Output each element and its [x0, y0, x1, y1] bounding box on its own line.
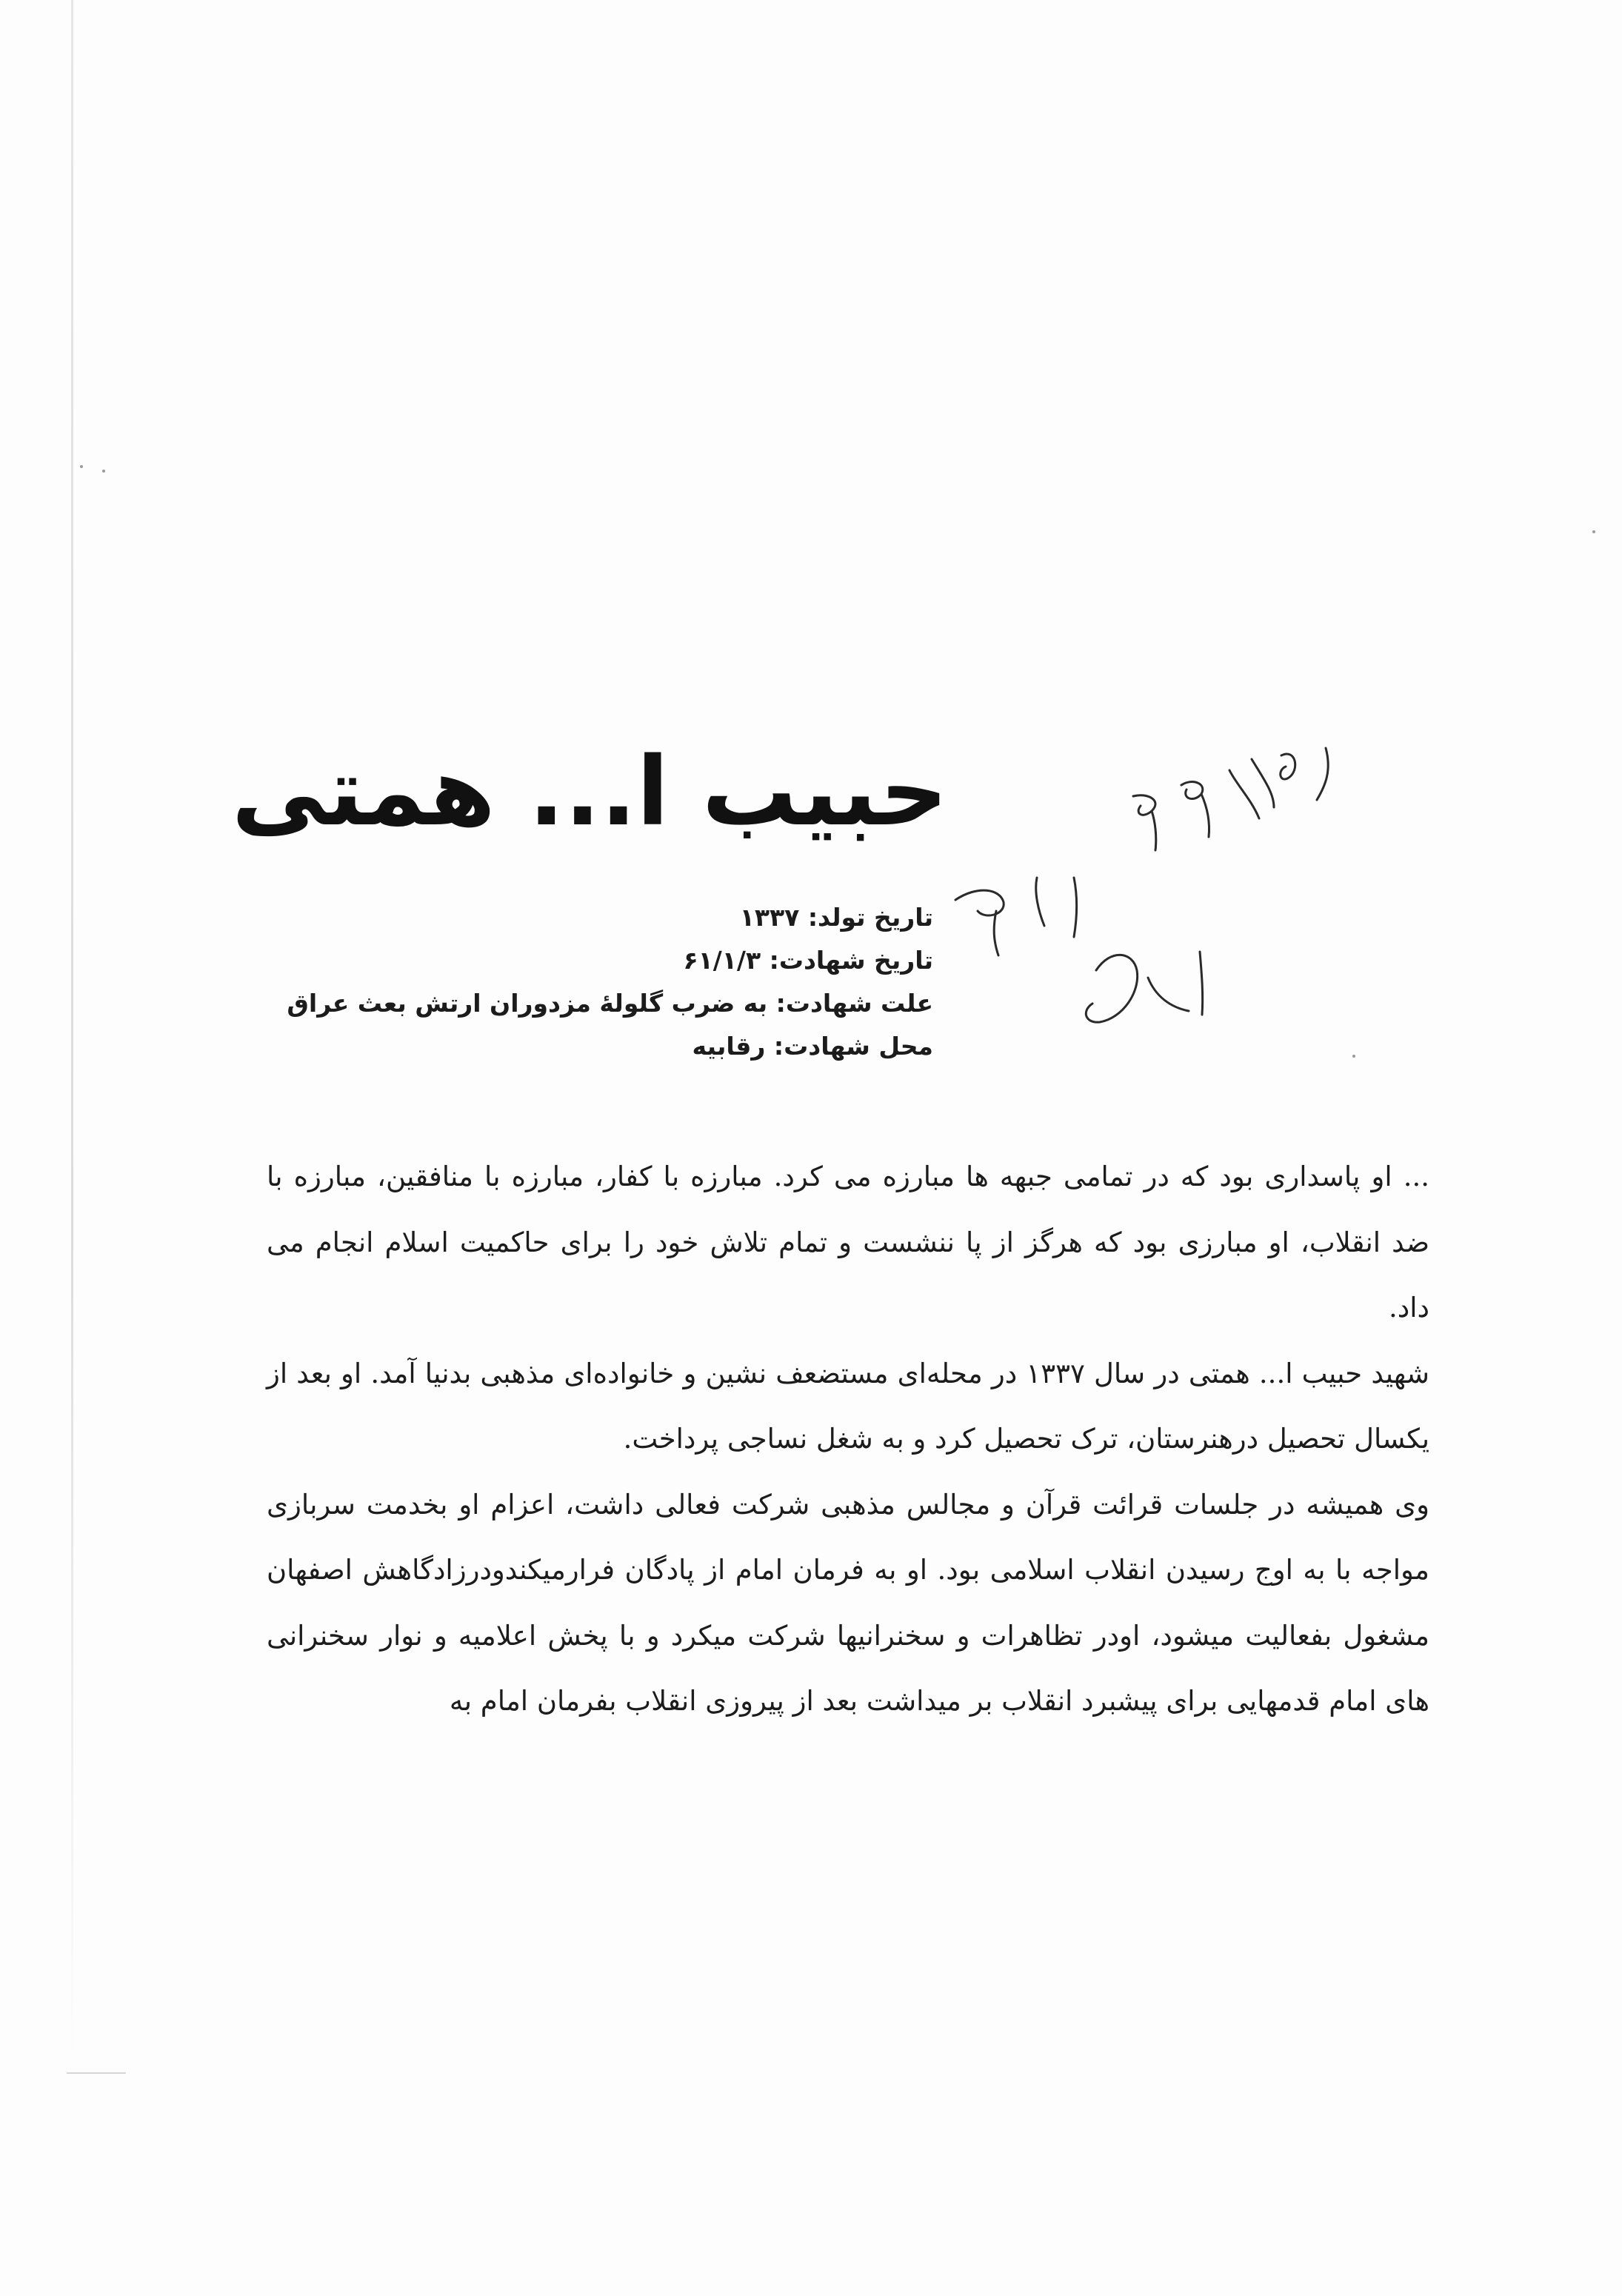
birth-date-row: [252, 896, 933, 939]
martyr-details: [252, 896, 933, 1068]
martyrdom-date-label: تاریخ شهادت:: [769, 946, 933, 975]
martyrdom-date-row: [252, 939, 933, 982]
handwritten-annotation-drawing: [926, 726, 1370, 1059]
biography-paragraph: شهید حبیب ا... همتی در سال ۱۳۳۷ در محله‌ای مستضعف نشین و خانواده‌ای مذهبی بدنیا آمد. او بعد از یکسال تحصیل درهنرستان، ترک تحصیل کرد و به شغل نساجی پرداخت.: [267, 1357, 1429, 1455]
page-title: حبیب ا... همتی: [231, 737, 948, 847]
page-edge-shadow: [71, 0, 73, 2059]
martyrdom-place-label: محل شهادت:: [773, 1032, 933, 1061]
biography-paragraph: ... او پاسداری بود که در تمامی جبهه ها مبارزه می کرد. مبارزه با کفار، مبارزه با منافقین، مبارزه با ضد انقلاب، او مبارزی بود که هرگز از پا ننشست و تمام تلاش خود را برای حاکمیت اسلام انجام می داد.: [267, 1161, 1429, 1324]
biography-text: [267, 1144, 1429, 1735]
martyrdom-date-value: ۶۱/۱/۳: [683, 946, 761, 975]
martyrdom-cause-row: [252, 982, 933, 1025]
martyrdom-place-row: [252, 1025, 933, 1068]
scan-speck: [1592, 530, 1595, 533]
martyrdom-place-value: رقابیه: [692, 1032, 766, 1061]
birth-date-label: تاریخ تولد:: [807, 903, 933, 932]
martyrdom-cause-label: علت شهادت:: [775, 989, 933, 1018]
birth-date-value: ۱۳۳۷: [739, 903, 800, 932]
biography-paragraph: وی همیشه در جلسات قرائت قرآن و مجالس مذهبی شرکت فعالی داشت، اعزام او بخدمت سربازی مواجه با به اوج رسیدن انقلاب اسلامی بود. او به فرمان امام از پادگان فرارمیکندودرزادگاهش اصفهان مشغول بفعالیت میشود، اودر تظاهرات و سخنرانیها شرکت میکرد و با پخش اعلامیه و نوار سخنرانی های امام قدمهایی برای پیشبرد انقلاب بر میداشت بعد از پیروزی انقلاب بفرمان امام به: [267, 1488, 1429, 1717]
handwritten-annotation: [926, 726, 1370, 1059]
scan-edge-mark: [67, 2072, 126, 2074]
scan-speck: [102, 470, 105, 473]
martyrdom-cause-value: به ضرب گلولهٔ مزدوران ارتش بعث عراق: [287, 989, 768, 1018]
scan-speck: [80, 465, 83, 468]
